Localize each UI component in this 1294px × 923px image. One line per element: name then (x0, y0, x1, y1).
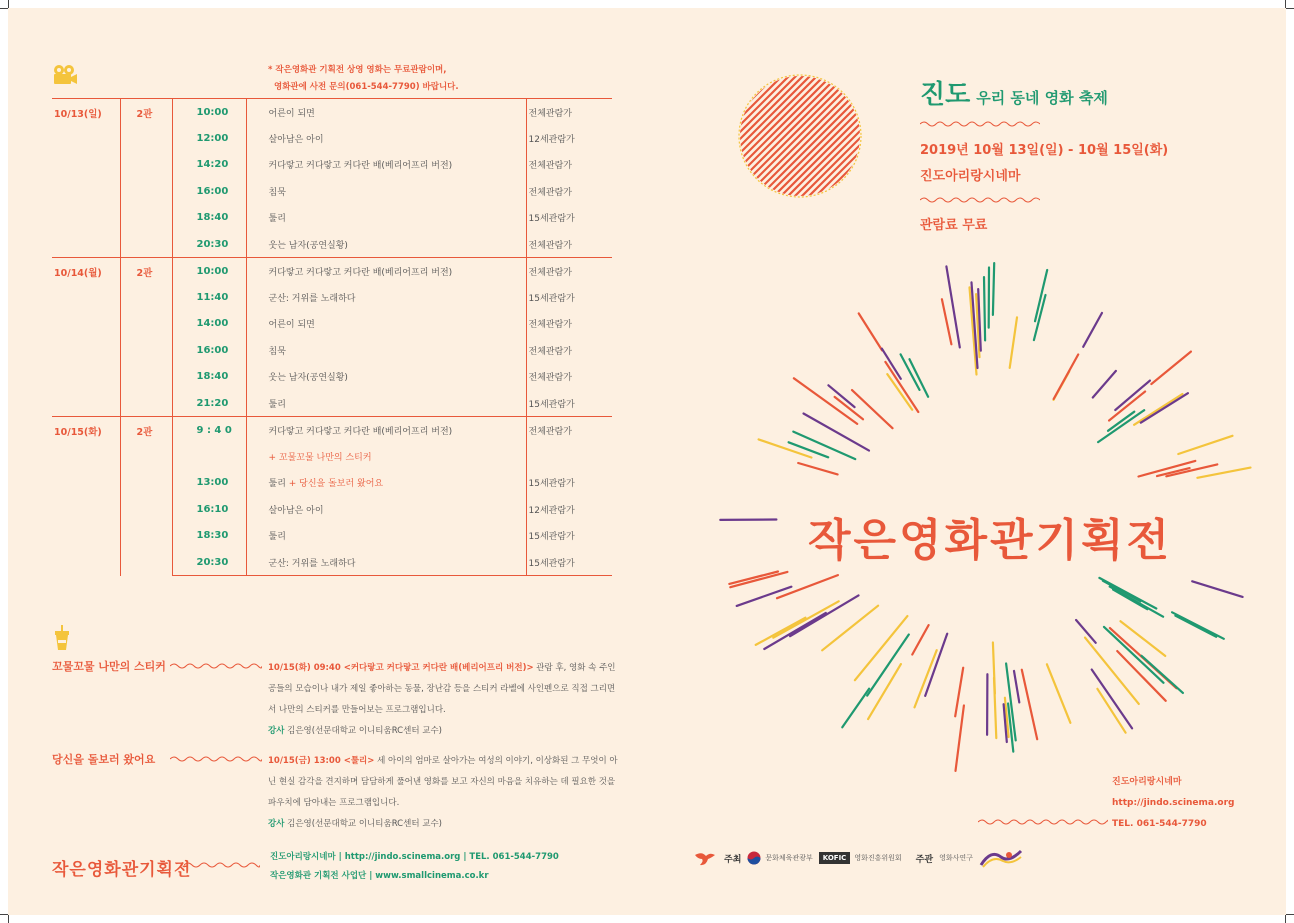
footer-info (270, 848, 559, 886)
film-title: 어른이 되면 (268, 320, 315, 331)
burst-ray (1115, 381, 1150, 410)
burst-ray (887, 374, 912, 410)
striped-circle-graphic (738, 74, 862, 198)
film-title: 살아남은 아이 (268, 505, 324, 516)
burst-ray (1104, 627, 1164, 683)
screening-time: 20:30 (172, 231, 246, 258)
age-rating: 전체관람가 (526, 364, 612, 391)
screening-time: 10:00 (172, 99, 246, 126)
film-title: 툴리 (268, 532, 286, 543)
screening-time: 14:00 (172, 311, 246, 338)
program-text: 세 아이의 엄마로 살아가는 여성의 이야기, 이상화된 그 무엇이 아닌 현실 감각을 견지하며 담담하게 풀어낸 영화를 보고 자신의 마음을 치유하는 데 필요한 것을 파우치에 담아내는 프로그램입니다. (268, 756, 618, 808)
free-admission-note (268, 62, 459, 96)
age-rating: 15세관람가 (526, 523, 612, 550)
burst-ray (1093, 371, 1116, 398)
screening-schedule-table (52, 98, 612, 576)
sponsor-org-3: 영화사연구 (939, 854, 973, 862)
burst-ray (1022, 670, 1037, 740)
film-title: 침묵 (268, 346, 286, 357)
film-title: 웃는 남자(공연실황) (268, 373, 348, 384)
screening-time: 18:40 (172, 205, 246, 232)
burst-ray (1151, 352, 1191, 384)
wave-divider (978, 818, 1108, 826)
organizer-label: 주관 (915, 854, 934, 865)
screening-time: 16:10 (172, 496, 246, 523)
burst-ray (777, 575, 838, 598)
schedule-panel (8, 8, 648, 915)
screening-time: 16:00 (172, 337, 246, 364)
screening-time: 20:30 (172, 549, 246, 576)
festival-info (920, 138, 1168, 190)
burst-ray (915, 650, 937, 707)
film-title: 커다랗고 커다랗고 커다란 배(베리어프리 버전) (268, 161, 453, 172)
film-title: 커다랗고 커다랗고 커다란 배(베리어프리 버전) (246, 417, 526, 444)
program-description (268, 751, 618, 835)
age-rating: 15세관람가 (526, 284, 612, 311)
burst-ray (1121, 621, 1166, 656)
burst-ray (852, 390, 893, 428)
film-title: 툴리 (246, 390, 526, 417)
burst-ray (925, 634, 947, 696)
crop-mark (1286, 914, 1294, 915)
burst-ray (773, 601, 838, 637)
sponsor-org-2: 영화진흥위원회 (854, 854, 902, 862)
screening-time: 14:20 (172, 152, 246, 179)
sponsor-bar (694, 846, 1023, 870)
lecturer-label: 강사 (268, 819, 285, 829)
brochure-sheet (8, 8, 1286, 915)
burst-ray (1134, 394, 1182, 425)
film-title: 군산: 거위를 노래하다 (268, 293, 356, 304)
crop-mark (0, 914, 8, 915)
jindo-county-logo-icon (979, 847, 1023, 869)
lecturer-name: 김은영(선문대학교 이니티움RC센터 교수) (284, 819, 442, 829)
film-title: 살아남은 아이 (268, 134, 324, 145)
venue: 진도아리랑시네마 (920, 169, 1021, 184)
age-rating: 전체관람가 (526, 99, 612, 126)
wave-divider (170, 662, 262, 670)
burst-ray (912, 625, 928, 654)
wave-divider (184, 861, 260, 869)
date-range: 2019년 10월 13일(일) - 10월 15일(화) (920, 143, 1169, 158)
wave-divider (920, 120, 1040, 128)
wave-divider (920, 196, 1040, 204)
venue-contact (1112, 772, 1234, 835)
screening-hall: 2관 (120, 417, 172, 576)
burst-ray (993, 643, 995, 694)
screening-time: 10:00 (172, 258, 246, 285)
age-rating: 12세관람가 (526, 496, 612, 523)
schedule-row (52, 99, 612, 126)
screening-time: 21:20 (172, 390, 246, 417)
burst-ray (1047, 664, 1071, 723)
lecturer-name: 김은영(선문대학교 이니티움RC센터 교수) (284, 726, 442, 736)
program-lecturer (268, 726, 442, 736)
burst-ray (868, 664, 901, 719)
burst-ray (1108, 412, 1134, 431)
burst-ray (1117, 651, 1165, 701)
title-small: 우리 동네 영화 축제 (976, 89, 1108, 107)
film-title: 어른이 되면 (246, 99, 526, 126)
age-rating (526, 443, 612, 470)
age-rating: 전체관람가 (526, 337, 612, 364)
burst-ray (1142, 656, 1183, 693)
main-event-title: 작은영화관기획전 (808, 515, 1173, 566)
age-rating: 15세관람가 (526, 205, 612, 232)
film-title: 군산: 거위를 노래하다 (246, 549, 526, 576)
burst-ray (1097, 689, 1125, 733)
crop-mark (1285, 915, 1286, 923)
program-name: 꼬물꼬물 나만의 스티커 (52, 660, 166, 673)
burst-ray (993, 263, 994, 315)
film-title: + 꼬물꼬물 나만의 스티커 (268, 452, 372, 463)
program-description (268, 658, 618, 742)
note-line-2: 영화관에 사전 문의(061-544-7790) 바랍니다. (274, 82, 459, 92)
crop-mark (1285, 0, 1286, 8)
burst-ray (1192, 581, 1242, 597)
contact-url[interactable]: http://jindo.scinema.org (1112, 798, 1235, 808)
age-rating: 15세관람가 (526, 470, 612, 497)
age-rating: 전체관람가 (526, 152, 612, 179)
burst-ray (804, 414, 870, 451)
age-rating: 15세관람가 (526, 390, 612, 417)
admission-fee: 관람료 무료 (920, 218, 988, 233)
burst-ray (942, 299, 952, 344)
burst-ray (1113, 590, 1147, 610)
program-name: 당신을 돌보러 왔어요 (52, 753, 156, 766)
crop-mark (1286, 8, 1294, 9)
burst-ray (842, 689, 869, 728)
screening-hall: 2관 (120, 258, 172, 417)
program-highlight: 10/15(화) 09:40 <커다랗고 커다랗고 커다란 배(베리어프리 버전)> (268, 663, 534, 673)
burst-ray (882, 349, 901, 379)
screening-time: 11:40 (172, 284, 246, 311)
burst-ray (1197, 468, 1250, 478)
burst-ray (730, 572, 787, 587)
schedule-row (52, 417, 612, 444)
burst-ray (1098, 410, 1144, 442)
film-title: 툴리 + 당신을 돌보러 왔어요 (268, 479, 384, 490)
burst-ray (835, 397, 863, 419)
festival-title (920, 74, 1108, 111)
host-label: 주최 (724, 854, 742, 865)
program-highlight: 10/15(금) 13:00 <툴리> (268, 756, 375, 766)
screening-time (172, 443, 246, 470)
age-rating: 전체관람가 (526, 178, 612, 205)
note-line-1: * 작은영화관 기획전 상영 영화는 무료관람이며, (268, 65, 447, 75)
cover-panel (648, 8, 1286, 915)
footer-line-1: 진도아리랑시네마 | http://jindo.scinema.org | TEL. 061-544-7790 (270, 852, 559, 862)
crop-mark (0, 8, 8, 9)
burst-ray (1175, 616, 1216, 637)
lecturer-label: 강사 (268, 726, 285, 736)
contact-name: 진도아리랑시네마 (1112, 777, 1182, 787)
program-lecturer (268, 819, 442, 829)
burst-ray (1092, 670, 1132, 729)
burst-ray (859, 313, 882, 350)
burst-ray (1141, 393, 1188, 423)
crop-mark (8, 915, 9, 923)
footer-line-2: 작은영화관 기획전 사업단 | www.smallcinema.co.kr (270, 871, 489, 881)
burst-ray (984, 277, 985, 340)
screening-time: 9 : 4 0 (172, 417, 246, 444)
screening-time: 13:00 (172, 470, 246, 497)
schedule-row (52, 258, 612, 285)
screening-date: 10/13(일) (52, 99, 120, 258)
burst-ray (1014, 671, 1019, 703)
film-title: 툴리 (268, 214, 286, 225)
contact-tel: TEL. 061-544-7790 (1112, 819, 1207, 829)
crop-mark (8, 0, 9, 8)
age-rating: 12세관람가 (526, 125, 612, 152)
screening-time: 16:00 (172, 178, 246, 205)
burst-ray (764, 613, 826, 649)
age-rating: 15세관람가 (526, 549, 612, 576)
screening-time: 18:30 (172, 523, 246, 550)
age-rating: 전체관람가 (526, 231, 612, 258)
screening-time: 12:00 (172, 125, 246, 152)
film-title: 침묵 (268, 187, 286, 198)
screening-hall: 2관 (120, 99, 172, 258)
screening-time: 18:40 (172, 364, 246, 391)
burst-ray (828, 385, 854, 407)
burst-ray (1010, 317, 1017, 368)
film-title: 커다랗고 커다랗고 커다란 배(베리어프리 버전) (246, 258, 526, 285)
burst-ray (1103, 581, 1141, 602)
program-text: 관람 후, 영화 속 주인공들의 모습이나 내가 제일 좋아하는 동물, 장난감 등을 스티커 라벨에 사인펜으로 직접 그리면서 나만의 스티커를 만들어보는 프로그램입니다. (268, 663, 616, 715)
drink-cup-icon (54, 625, 70, 651)
film-title: 웃는 남자(공연실황) (246, 231, 526, 258)
age-rating: 전체관람가 (526, 311, 612, 338)
government-seal-icon (747, 851, 761, 865)
bird-logo-icon (694, 849, 716, 867)
burst-ray (955, 668, 963, 717)
age-rating: 전체관람가 (526, 417, 612, 444)
burst-ray (1054, 355, 1079, 399)
burst-ray (798, 463, 837, 474)
burst-ray (1083, 313, 1102, 347)
sponsor-org-1: 문화체육관광부 (765, 854, 813, 862)
program-sticker (52, 658, 632, 748)
screening-date: 10/15(화) (52, 417, 120, 576)
movie-camera-icon (52, 64, 78, 86)
wave-divider (170, 755, 262, 763)
burst-ray (956, 706, 964, 771)
kofic-badge: KOFIC (819, 852, 851, 864)
title-big: 진도 (920, 80, 971, 110)
burst-ray (1172, 612, 1224, 639)
age-rating: 전체관람가 (526, 258, 612, 285)
program-care (52, 751, 632, 841)
burst-ray (1178, 436, 1232, 454)
footer-logo: 작은영화관기획전 (52, 860, 192, 880)
screening-date: 10/14(월) (52, 258, 120, 417)
